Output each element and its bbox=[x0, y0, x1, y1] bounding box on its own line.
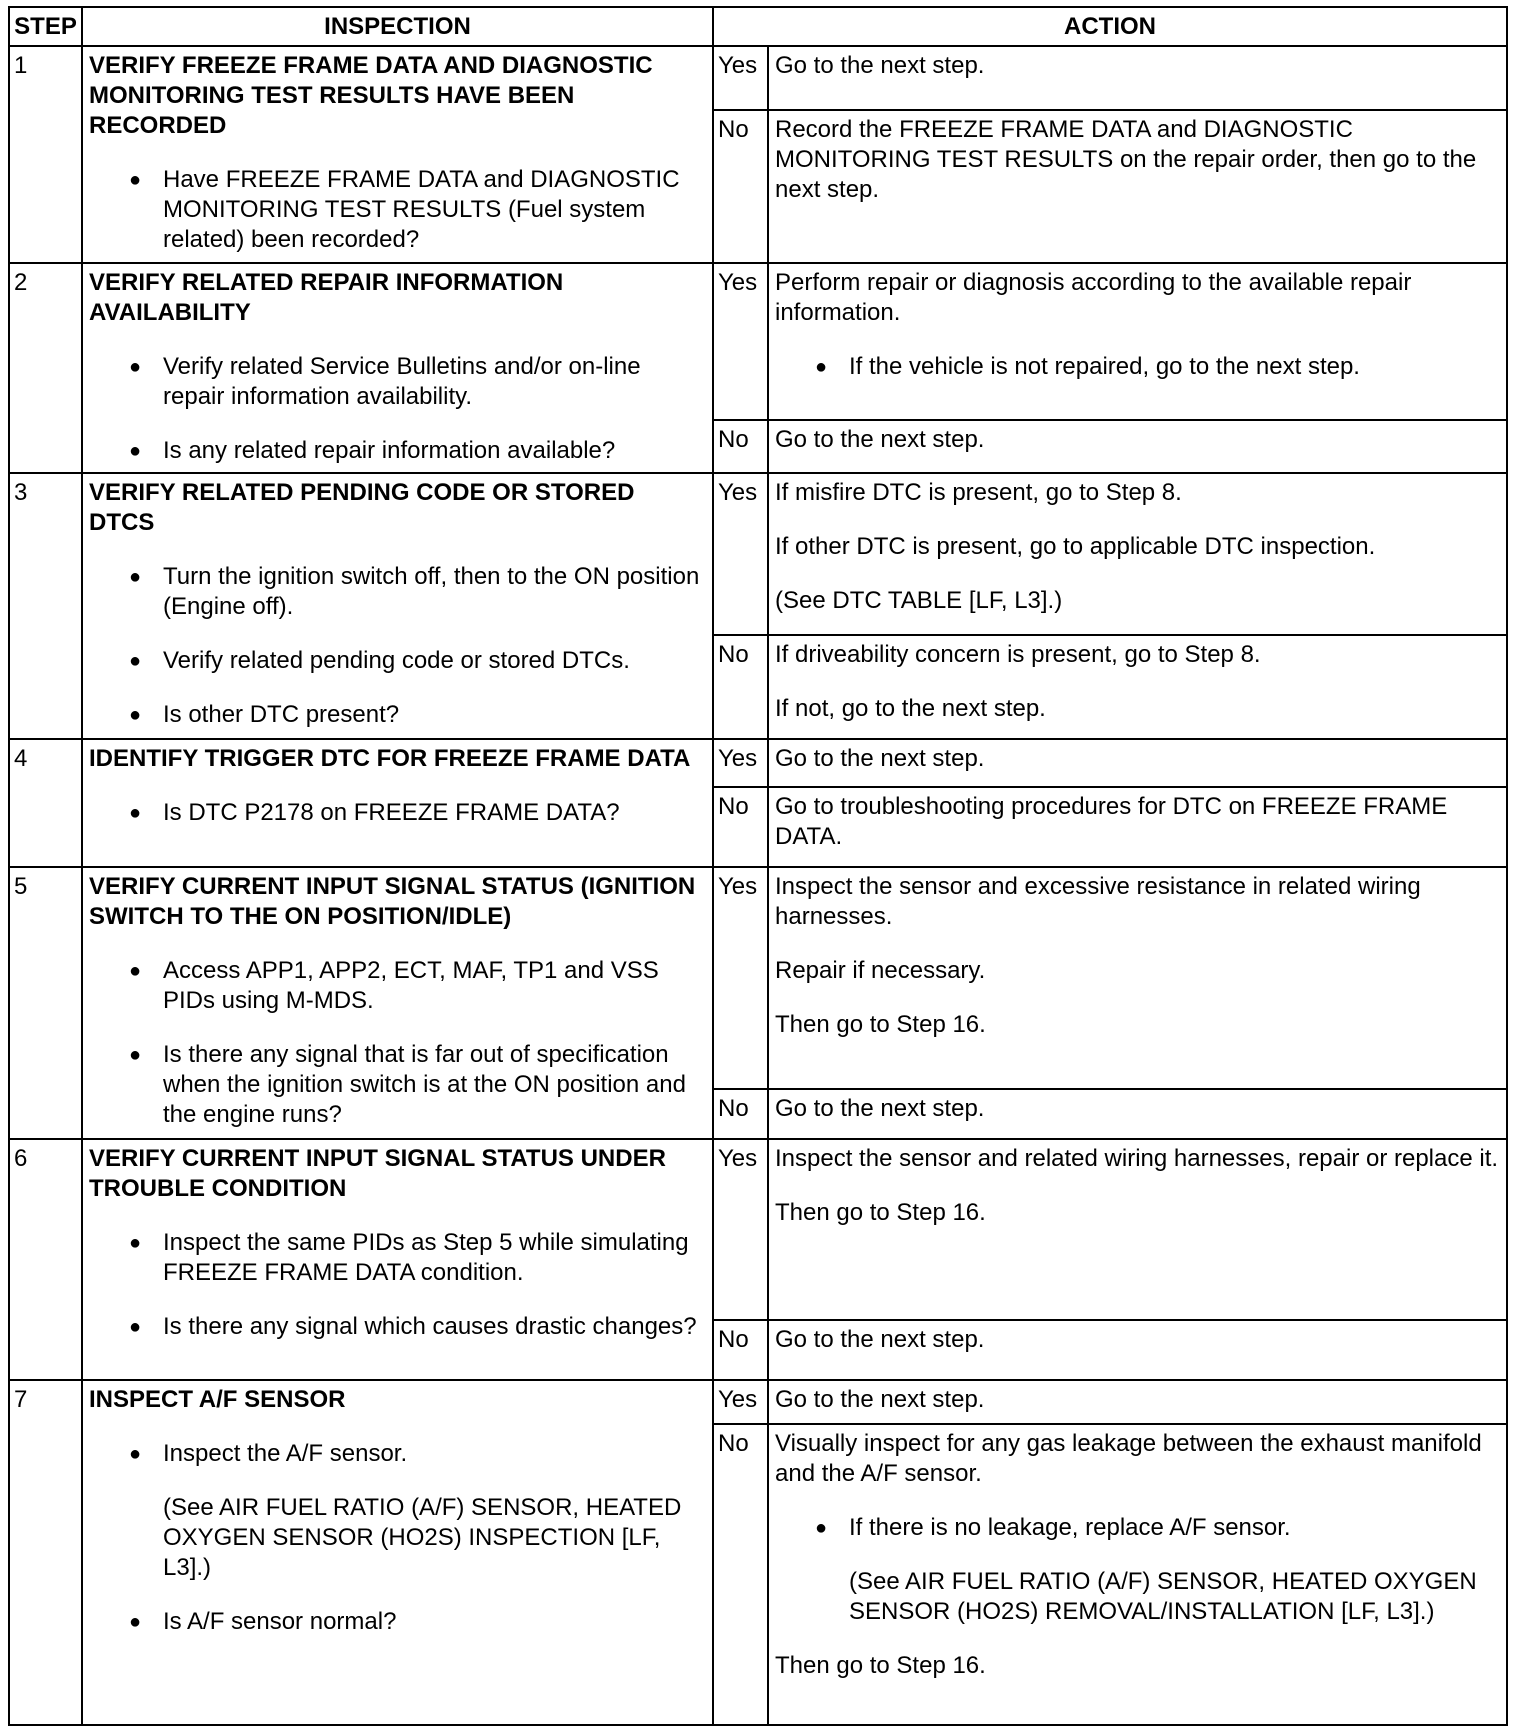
no-label: No bbox=[713, 1089, 768, 1139]
action-text: Then go to Step 16. bbox=[775, 1011, 986, 1038]
inspection-item: ● Verify related pending code or stored DTCs. bbox=[89, 646, 706, 676]
action-text: Visually inspect for any gas leakage between the exhaust manifold and the A/F sensor. bbox=[775, 1430, 1482, 1487]
inspection-item: ● Verify related Service Bulletins and/or on-line repair information availability. bbox=[89, 352, 706, 412]
step-column-header: STEP bbox=[9, 7, 82, 46]
action-reference: (See AIR FUEL RATIO (A/F) SENSOR, HEATED OXYGEN SENSOR (HO2S) REMOVAL/INSTALLATION [LF, L3].) bbox=[849, 1568, 1477, 1625]
step-1-yes-row bbox=[9, 46, 1507, 110]
step-number: 7 bbox=[9, 1380, 82, 1725]
no-action bbox=[768, 110, 1507, 263]
inspection-title: VERIFY RELATED REPAIR INFORMATION AVAILABILITY bbox=[89, 269, 564, 326]
no-action bbox=[768, 1424, 1507, 1725]
action-text: Go to the next step. bbox=[775, 52, 985, 79]
no-action bbox=[768, 787, 1507, 867]
inspection-reference: (See AIR FUEL RATIO (A/F) SENSOR, HEATED OXYGEN SENSOR (HO2S) INSPECTION [LF, L3].) bbox=[163, 1494, 682, 1581]
inspection-title: INSPECT A/F SENSOR bbox=[89, 1386, 346, 1413]
inspection-title: VERIFY FREEZE FRAME DATA AND DIAGNOSTIC MONITORING TEST RESULTS HAVE BEEN RECORDED bbox=[89, 52, 653, 139]
inspection-title: VERIFY RELATED PENDING CODE OR STORED DTCS bbox=[89, 479, 635, 536]
inspection-item: ● Inspect the same PIDs as Step 5 while simulating FREEZE FRAME DATA condition. bbox=[89, 1228, 706, 1288]
step-number: 5 bbox=[9, 867, 82, 1139]
inspection-cell bbox=[82, 1139, 713, 1380]
yes-action bbox=[768, 473, 1507, 635]
action-text: Inspect the sensor and related wiring harnesses, repair or replace it. bbox=[775, 1145, 1499, 1172]
no-action bbox=[768, 420, 1507, 473]
no-label: No bbox=[713, 787, 768, 867]
action-text: Go to the next step. bbox=[775, 1326, 985, 1353]
inspection-item: ● Is DTC P2178 on FREEZE FRAME DATA? bbox=[89, 798, 706, 828]
no-label: No bbox=[713, 420, 768, 473]
yes-label: Yes bbox=[713, 739, 768, 787]
inspection-item: ● Access APP1, APP2, ECT, MAF, TP1 and VSS PIDs using M-MDS. bbox=[89, 956, 706, 1016]
step-4-yes-row bbox=[9, 739, 1507, 787]
diagnostic-procedure-table bbox=[8, 6, 1508, 1726]
inspection-item: ● Inspect the A/F sensor. bbox=[89, 1439, 706, 1469]
inspection-item: ● Is A/F sensor normal? bbox=[89, 1607, 706, 1637]
action-text: If misfire DTC is present, go to Step 8. bbox=[775, 479, 1182, 506]
yes-label: Yes bbox=[713, 46, 768, 110]
inspection-cell bbox=[82, 46, 713, 263]
action-text: Inspect the sensor and excessive resistance in related wiring harnesses. bbox=[775, 873, 1421, 930]
inspection-cell bbox=[82, 739, 713, 867]
header-row bbox=[9, 7, 1507, 46]
step-5-yes-row bbox=[9, 867, 1507, 1089]
yes-label: Yes bbox=[713, 473, 768, 635]
yes-action bbox=[768, 1380, 1507, 1424]
inspection-column-header: INSPECTION bbox=[82, 7, 713, 46]
step-number: 3 bbox=[9, 473, 82, 739]
action-item: ● If the vehicle is not repaired, go to the next step. bbox=[775, 352, 1500, 382]
step-number: 2 bbox=[9, 263, 82, 473]
action-text: Go to troubleshooting procedures for DTC on FREEZE FRAME DATA. bbox=[775, 793, 1448, 850]
action-text: Repair if necessary. bbox=[775, 957, 986, 984]
action-text: Go to the next step. bbox=[775, 1386, 985, 1413]
inspection-item: ● Have FREEZE FRAME DATA and DIAGNOSTIC MONITORING TEST RESULTS (Fuel system related) been recorded? bbox=[89, 165, 706, 255]
action-text: Go to the next step. bbox=[775, 1095, 985, 1122]
step-7-yes-row bbox=[9, 1380, 1507, 1424]
inspection-title: VERIFY CURRENT INPUT SIGNAL STATUS (IGNITION SWITCH TO THE ON POSITION/IDLE) bbox=[89, 873, 696, 930]
no-action bbox=[768, 635, 1507, 739]
action-reference: (See DTC TABLE [LF, L3].) bbox=[775, 587, 1063, 614]
inspection-cell bbox=[82, 473, 713, 739]
yes-label: Yes bbox=[713, 1380, 768, 1424]
action-text: If driveability concern is present, go to Step 8. bbox=[775, 641, 1261, 668]
inspection-cell bbox=[82, 1380, 713, 1725]
no-label: No bbox=[713, 1424, 768, 1725]
action-text: Go to the next step. bbox=[775, 745, 985, 772]
action-item: ● If there is no leakage, replace A/F sensor. bbox=[775, 1513, 1500, 1543]
yes-label: Yes bbox=[713, 263, 768, 420]
step-number: 6 bbox=[9, 1139, 82, 1380]
yes-action bbox=[768, 867, 1507, 1089]
inspection-item: ● Is there any signal which causes drastic changes? bbox=[89, 1312, 706, 1342]
step-6-yes-row bbox=[9, 1139, 1507, 1320]
inspection-item: ● Is other DTC present? bbox=[89, 700, 706, 730]
yes-label: Yes bbox=[713, 867, 768, 1089]
inspection-title: VERIFY CURRENT INPUT SIGNAL STATUS UNDER TROUBLE CONDITION bbox=[89, 1145, 666, 1202]
no-label: No bbox=[713, 110, 768, 263]
action-text: If other DTC is present, go to applicable DTC inspection. bbox=[775, 533, 1376, 560]
no-action bbox=[768, 1320, 1507, 1380]
no-action bbox=[768, 1089, 1507, 1139]
step-number: 1 bbox=[9, 46, 82, 263]
inspection-item: ● Is there any signal that is far out of specification when the ignition switch is at the ON position and the engine runs? bbox=[89, 1040, 706, 1130]
inspection-item: ● Is any related repair information available? bbox=[89, 436, 706, 466]
yes-action bbox=[768, 1139, 1507, 1320]
inspection-cell bbox=[82, 867, 713, 1139]
step-number: 4 bbox=[9, 739, 82, 867]
action-text: Record the FREEZE FRAME DATA and DIAGNOSTIC MONITORING TEST RESULTS on the repair order, then go to the next step. bbox=[775, 116, 1477, 203]
action-text: Go to the next step. bbox=[775, 426, 985, 453]
no-label: No bbox=[713, 1320, 768, 1380]
action-text: If not, go to the next step. bbox=[775, 695, 1046, 722]
action-text: Then go to Step 16. bbox=[775, 1652, 986, 1679]
action-text: Perform repair or diagnosis according to the available repair information. bbox=[775, 269, 1412, 326]
no-label: No bbox=[713, 635, 768, 739]
inspection-title: IDENTIFY TRIGGER DTC FOR FREEZE FRAME DATA bbox=[89, 745, 691, 772]
yes-label: Yes bbox=[713, 1139, 768, 1320]
yes-action bbox=[768, 46, 1507, 110]
action-column-header: ACTION bbox=[713, 7, 1507, 46]
step-3-yes-row bbox=[9, 473, 1507, 635]
action-text: Then go to Step 16. bbox=[775, 1199, 986, 1226]
inspection-item: ● Turn the ignition switch off, then to the ON position (Engine off). bbox=[89, 562, 706, 622]
step-2-yes-row bbox=[9, 263, 1507, 420]
yes-action bbox=[768, 739, 1507, 787]
inspection-cell bbox=[82, 263, 713, 473]
yes-action bbox=[768, 263, 1507, 420]
